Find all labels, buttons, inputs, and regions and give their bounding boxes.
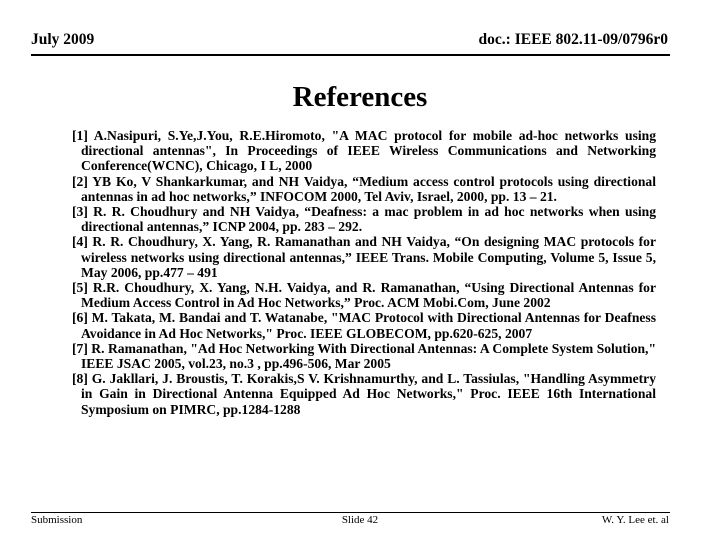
reference-item-4: [4] R. R. Choudhury, X. Yang, R. Ramanathan and NH Vaidya, “On designing MAC protocols for wireless networks using directional antennas,” IEEE Trans. Mobile Computing, Volume 5, Issue 5, May 2006, pp.477 – 491	[72, 234, 656, 280]
slide-title: References	[292, 81, 428, 113]
reference-item-8: [8] G. Jakllari, J. Broustis, T. Korakis,S V. Krishnamurthy, and L. Tassiulas, "Handling Asymmetry in Gain in Directional Antenna Equipped Ad Hoc Networks," Proc. IEEE 16th International Symposium on PIMRC, pp.1284-1288	[72, 371, 656, 417]
header-doc-id: doc.: IEEE 802.11-09/0796r0	[478, 31, 668, 48]
reference-item-5: [5] R.R. Choudhury, X. Yang, N.H. Vaidya, and R. Ramanathan, “Using Directional Antennas for Medium Access Control in Ad Hoc Networks,” Proc. ACM Mobi.Com, June 2002	[72, 280, 656, 311]
footer-submission: Submission	[31, 514, 83, 526]
reference-item-2: [2] YB Ko, V Shankarkumar, and NH Vaidya, “Medium access control protocols using directional antennas in ad hoc networks,” INFOCOM 2000, Tel Aviv, Israel, 2000, pp. 13 – 21.	[72, 173, 656, 204]
reference-item-3: [3] R. R. Choudhury and NH Vaidya, “Deafness: a mac problem in ad hoc networks when using directional antennas,” ICNP 2004, pp. 283 – 292.	[72, 204, 656, 235]
reference-item-6: [6] M. Takata, M. Bandai and T. Watanabe, "MAC Protocol with Directional Antennas for Deafness Avoidance in Ad Hoc Networks," Proc. IEEE GLOBECOM, pp.620-625, 2007	[72, 310, 656, 341]
footer-slide-number: Slide 42	[341, 514, 379, 526]
footer-rule	[31, 512, 670, 513]
header-date: July 2009	[31, 31, 95, 48]
header-rule	[31, 54, 670, 56]
reference-item-1: [1] A.Nasipuri, S.Ye,J.You, R.E.Hiromoto, "A MAC protocol for mobile ad-hoc networks using directional antennas", In Proceedings of IEEE Wireless Communications and Networking Conference(WCNC), Chicago, I L, 2000	[72, 128, 656, 174]
reference-item-7: [7] R. Ramanathan, "Ad Hoc Networking With Directional Antennas: A Complete System Solution," IEEE JSAC 2005, vol.23, no.3 , pp.496-506, Mar 2005	[72, 340, 656, 372]
reference-list	[59, 128, 656, 417]
footer-authors: W. Y. Lee et. al	[601, 514, 669, 526]
